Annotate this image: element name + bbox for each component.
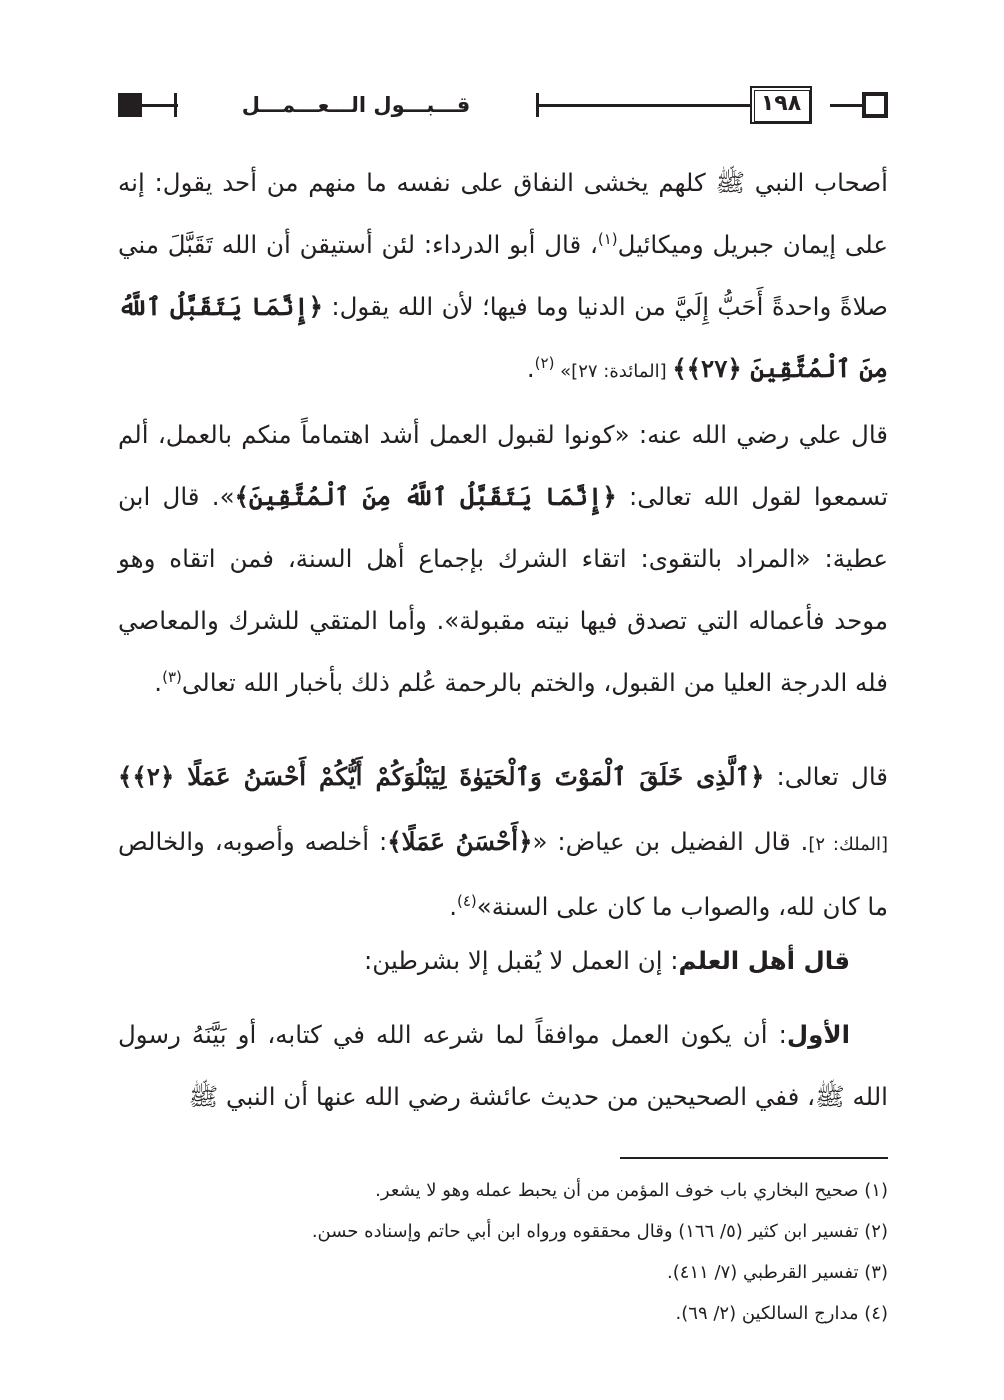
para3-text-3: : أخلصه وأصوبه، والخالص ما كان لله، والصواب ما كان على السنة» bbox=[118, 827, 888, 921]
paragraph-5 bbox=[118, 1004, 888, 1128]
quran-verse-mulk-2: ﴿ٱلَّذِى خَلَقَ ٱلْمَوْتَ وَٱلْحَيَوٰةَ لِيَبْلُوَكُمْ أَيُّكُمْ أَحْسَنُ عَمَلًا ﴿٢﴾﴾ bbox=[118, 762, 765, 791]
para5-text: : أن يكون العمل موافقاً لما شرعه الله في كتابه، أو بَيَّنَهُ رسول الله ﷺ، ففي الصحيحين من حديث عائشة رضي الله عنها أن النبي ﷺ bbox=[118, 1020, 888, 1111]
footnotes-list bbox=[118, 1170, 888, 1334]
footnote-marker-1: (١) bbox=[597, 229, 618, 248]
footnote-marker-4: (٤) bbox=[456, 891, 477, 910]
header-rule bbox=[538, 104, 750, 107]
footnote-item: (٢) تفسير ابن كثير (٥/ ١٦٦) وقال محققوه ورواه ابن أبي حاتم وإسناده حسن. bbox=[311, 1221, 888, 1242]
header-divider-tick bbox=[174, 93, 177, 117]
para3-text-4: . bbox=[449, 892, 457, 921]
quran-verse-quote: ﴿إِنَّمَا يَتَقَبَّلُ ٱللَّهُ مِنَ ٱلْمُتَّقِينَ﴾ bbox=[234, 482, 617, 511]
paragraph-2 bbox=[118, 404, 888, 714]
header-square-ornament bbox=[118, 93, 142, 117]
page-number-frame bbox=[732, 84, 830, 124]
quran-verse-maidah-27: ﴿إِنَّمَا يَتَقَبَّلُ ٱللَّهُ مِنَ ٱلْمُتَّقِينَ ﴿٢٧﴾﴾ bbox=[118, 292, 888, 383]
running-title: قـــبـــول الـــعـــمـــل bbox=[241, 93, 471, 117]
header-open-square-ornament bbox=[862, 92, 888, 118]
para2-text-3: . bbox=[154, 668, 163, 697]
quran-phrase-ahsanu-amala: ﴿أَحْسَنُ عَمَلًا﴾ bbox=[387, 827, 533, 856]
para4-text: : إن العمل لا يُقبل إلا بشرطين: bbox=[364, 946, 679, 975]
para3-text-2: . قال الفضيل بن عياض: « bbox=[532, 827, 809, 856]
footnote-item: (٣) تفسير القرطبي (٧/ ٤١١). bbox=[667, 1262, 888, 1283]
paragraph-1 bbox=[118, 152, 888, 403]
para2-text-1: قال علي رضي الله عنه: «كونوا لقبول العمل أشد اهتماماً منكم بالعمل، ألم تسمعوا لقول الله تعالى: bbox=[118, 420, 889, 511]
para1-text-3: . bbox=[526, 354, 535, 383]
para1-text-2: ، قال أبو الدرداء: لئن أستيقن أن الله تَقَبَّلَ مني صلاةً واحدةً أَحَبُّ إِلَيَّ من الدنيا وما فيها؛ لأن الله يقول: bbox=[118, 230, 888, 321]
page-number: ١٩٨ bbox=[760, 91, 802, 116]
para4-bold-lead: قال أهل العلم bbox=[678, 946, 850, 975]
para3-text-1: قال تعالى: bbox=[764, 762, 888, 791]
footnote-item: (١) صحيح البخاري باب خوف المؤمن من أن يحبط عمله وهو لا يشعر. bbox=[375, 1180, 888, 1201]
surah-reference-mulk: [الملك: ٢] bbox=[808, 834, 888, 855]
footnote-separator bbox=[620, 1157, 888, 1159]
footnote-item: (٤) مدارج السالكين (٢/ ٦٩). bbox=[675, 1303, 888, 1324]
footnote-marker-2: (٢) bbox=[534, 353, 555, 372]
paragraph-3 bbox=[118, 746, 888, 938]
para5-bold-lead: الأول bbox=[786, 1020, 850, 1049]
surah-reference-maidah: [المائدة: ٢٧]» bbox=[554, 361, 673, 382]
para1-text-1: أصحاب النبي ﷺ كلهم يخشى النفاق على نفسه ما منهم من أحد يقول: إنه على إيمان جبريل وميكائيل bbox=[118, 168, 888, 259]
header-rule bbox=[142, 104, 178, 107]
page-header bbox=[118, 84, 888, 130]
footnote-marker-3: (٣) bbox=[162, 667, 182, 686]
para2-text-2: ». قال ابن عطية: «المراد بالتقوى: اتقاء الشرك بإجماع أهل السنة، فمن اتقاه وهو موحد فأعماله التي تصدق فيها نيته مقبولة». وأما المتقي للشرك والمعاصي فله الدرجة العليا من القبول، والختم بالرحمة عُلم ذلك بأخبار الله تعالى bbox=[118, 482, 888, 697]
paragraph-4 bbox=[118, 930, 888, 992]
